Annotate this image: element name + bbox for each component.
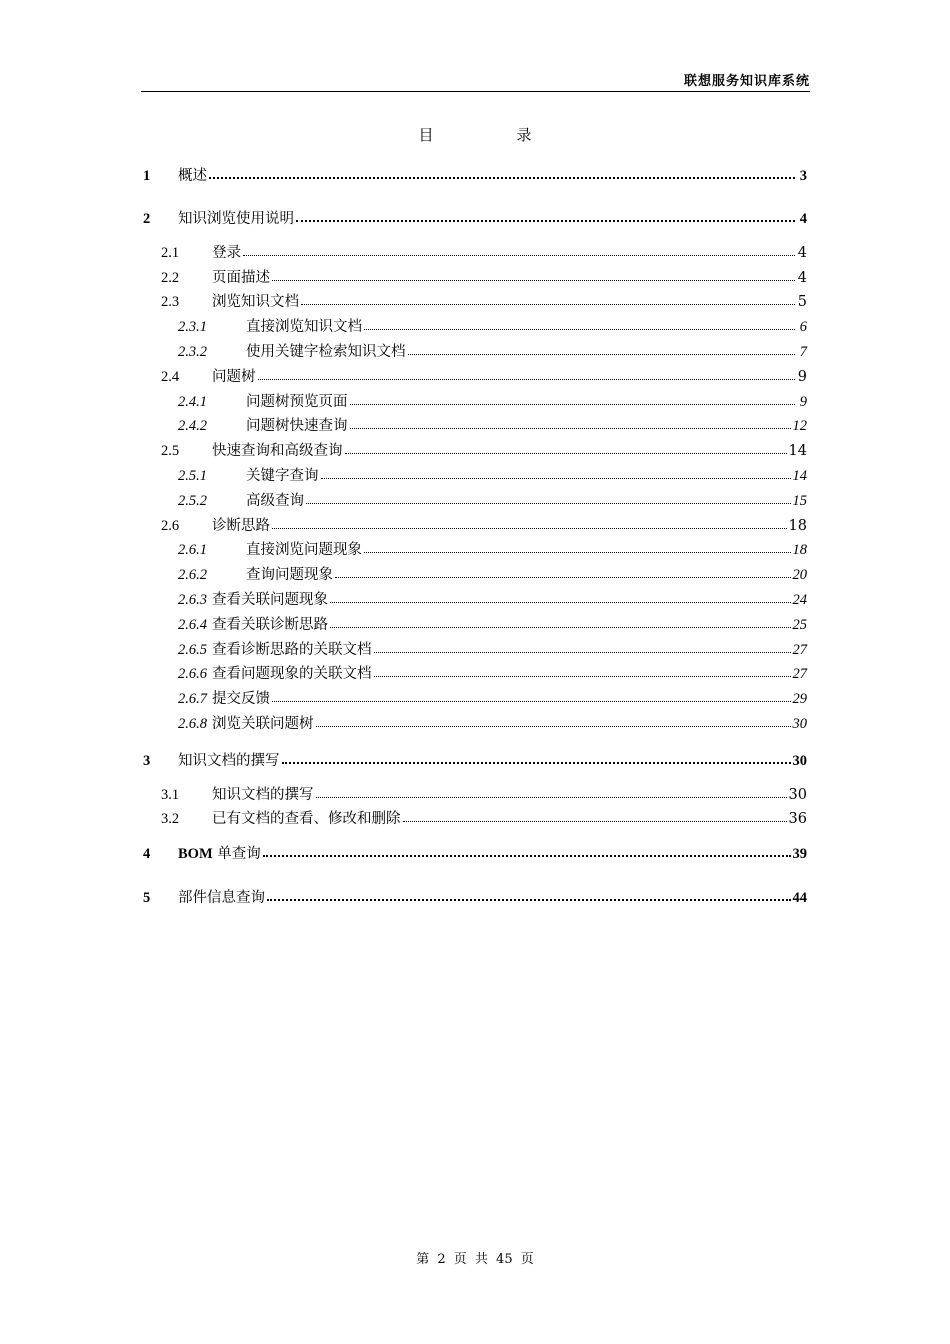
page-footer: 第 2 页 共 45 页 (416, 1252, 534, 1267)
toc-entry-page: 30 (792, 753, 807, 769)
toc-entry-page: 39 (792, 846, 807, 862)
toc-entry-number: 2.6.3 (178, 592, 207, 608)
toc-dot-leader (282, 761, 791, 764)
toc-entry-page: 29 (792, 691, 807, 707)
toc-entry-title: 诊断思路 (212, 518, 270, 534)
toc-entry-page: 4 (797, 270, 807, 286)
toc-entry-number: 1 (143, 168, 151, 184)
toc-dot-leader (243, 254, 795, 256)
toc-dot-leader (330, 626, 791, 628)
toc-entry-number: 2.6.6 (178, 666, 207, 682)
toc-dot-leader (272, 527, 787, 529)
toc-entry[interactable] (143, 390, 807, 410)
header-rule (141, 91, 810, 92)
toc-entry-title: 问题树快速查询 (246, 418, 348, 434)
toc-entry-number: 3.1 (161, 787, 180, 803)
toc-entry-title: 登录 (212, 245, 241, 261)
toc-entry-page: 14 (788, 443, 807, 459)
toc-entry-number: 2.6.4 (178, 617, 207, 633)
toc-dot-leader (374, 675, 791, 677)
toc-entry-page: 12 (792, 418, 807, 434)
toc-entry-title: 高级查询 (246, 493, 304, 509)
toc-entry-title: 查看关联问题现象 (212, 592, 328, 608)
toc-entry-number: 2.6.7 (178, 691, 207, 707)
toc-entry-title: 关键字查询 (246, 468, 319, 484)
toc-entry[interactable] (143, 414, 807, 434)
toc-dot-leader (374, 651, 791, 653)
toc-entry[interactable] (143, 712, 807, 732)
toc-entry[interactable] (143, 315, 807, 335)
toc-dot-leader (272, 700, 791, 702)
toc-entry[interactable] (143, 489, 807, 509)
toc-entry-title: 查看关联诊断思路 (212, 617, 328, 633)
toc-entry-number: 5 (143, 890, 151, 906)
toc-entry-number: 2.4.2 (178, 418, 207, 434)
toc-dot-leader (321, 477, 791, 479)
toc-entry-number: 4 (143, 846, 151, 862)
toc-entry-title: 问题树 (212, 369, 256, 385)
toc-entry[interactable] (143, 164, 807, 184)
toc-entry-page: 9 (797, 369, 807, 385)
toc-entry[interactable] (143, 266, 807, 286)
toc-dot-leader (258, 378, 796, 380)
toc-entry[interactable] (143, 749, 807, 769)
toc-dot-leader (272, 279, 795, 281)
toc-entry[interactable] (143, 207, 807, 227)
toc-dot-leader (335, 576, 791, 578)
toc-title: 目 录 (418, 126, 566, 144)
toc-entry-title: 快速查询和高级查询 (212, 443, 343, 459)
toc-entry-number: 2.6.1 (178, 542, 207, 558)
toc-entry-title: 概述 (178, 168, 207, 184)
toc-entry-page: 15 (792, 493, 807, 509)
toc-entry-title: 直接浏览问题现象 (246, 542, 362, 558)
toc-entry-title: 直接浏览知识文档 (246, 319, 362, 335)
toc-entry[interactable] (143, 538, 807, 558)
toc-entry-title: 知识文档的撰写 (212, 787, 314, 803)
toc-entry[interactable] (143, 886, 807, 906)
toc-dot-leader (330, 601, 791, 603)
toc-entry-number: 2 (143, 211, 151, 227)
toc-entry-page: 18 (792, 542, 807, 558)
toc-entry-number: 2.6 (161, 518, 180, 534)
toc-entry-page: 9 (799, 394, 807, 410)
toc-dot-leader (209, 176, 795, 179)
toc-entry-number: 2.3 (161, 294, 180, 310)
toc-entry-page: 4 (799, 211, 807, 227)
toc-entry-page: 44 (792, 890, 807, 906)
toc-dot-leader (403, 820, 787, 822)
toc-entry-title: 知识浏览使用说明 (178, 211, 294, 227)
toc-entry-page: 7 (799, 344, 807, 360)
toc-entry-number: 2.3.1 (178, 319, 207, 335)
toc-dot-leader (263, 854, 791, 857)
toc-entry-page: 18 (788, 518, 807, 534)
toc-entry[interactable] (143, 638, 807, 658)
toc-entry-title: 查看诊断思路的关联文档 (212, 642, 372, 658)
toc-entry-title: 浏览知识文档 (212, 294, 299, 310)
toc-entry[interactable] (143, 365, 807, 385)
toc-entry-number: 2.6.8 (178, 716, 207, 732)
toc-entry[interactable] (143, 464, 807, 484)
toc-entry-page: 14 (792, 468, 807, 484)
toc-entry-number: 2.4 (161, 369, 180, 385)
toc-entry-title: 已有文档的查看、修改和删除 (212, 811, 401, 827)
toc-entry-page: 25 (792, 617, 807, 633)
toc-entry[interactable] (143, 613, 807, 633)
toc-dot-leader (408, 353, 796, 355)
toc-entry[interactable] (143, 687, 807, 707)
toc-entry-title: 查询问题现象 (246, 567, 333, 583)
toc-entry-number: 2.3.2 (178, 344, 207, 360)
toc-entry-title: BOM 单查询 (178, 846, 261, 862)
toc-dot-leader (267, 898, 791, 901)
toc-entry-number: 2.4.1 (178, 394, 207, 410)
toc-entry[interactable] (143, 290, 807, 310)
toc-dot-leader (364, 328, 795, 330)
toc-entry[interactable] (143, 340, 807, 360)
toc-entry-page: 27 (792, 666, 807, 682)
toc-dot-leader (364, 551, 791, 553)
toc-entry-title: 查看问题现象的关联文档 (212, 666, 372, 682)
toc-entry-page: 3 (799, 168, 807, 184)
toc-entry-number: 2.5.1 (178, 468, 207, 484)
toc-dot-leader (350, 427, 791, 429)
running-header: 联想服务知识库系统 (683, 74, 810, 89)
toc-dot-leader (316, 796, 787, 798)
toc-entry-title: 问题树预览页面 (246, 394, 348, 410)
toc-entry[interactable] (143, 842, 807, 862)
toc-entry-page: 6 (799, 319, 807, 335)
toc-entry-page: 20 (792, 567, 807, 583)
toc-entry-page: 30 (788, 787, 807, 803)
toc-entry[interactable] (143, 588, 807, 608)
toc-entry-page: 4 (797, 245, 807, 261)
toc-entry-number: 2.6.2 (178, 567, 207, 583)
toc-dot-leader (296, 219, 795, 222)
toc-entry[interactable] (143, 514, 807, 534)
toc-dot-leader (350, 403, 796, 405)
toc-entry-title: 提交反馈 (212, 691, 270, 707)
toc-entry[interactable] (143, 662, 807, 682)
toc-entry-title: 知识文档的撰写 (178, 753, 280, 769)
toc-entry-number: 2.2 (161, 270, 180, 286)
toc-entry-number: 3 (143, 753, 151, 769)
toc-entry[interactable] (143, 807, 807, 827)
toc-dot-leader (306, 502, 791, 504)
toc-entry[interactable] (143, 241, 807, 261)
toc-entry-page: 27 (792, 642, 807, 658)
toc-entry-number: 2.5 (161, 443, 180, 459)
toc-entry-page: 5 (797, 294, 807, 310)
toc-entry-number: 2.6.5 (178, 642, 207, 658)
toc-entry[interactable] (143, 563, 807, 583)
toc-entry-number: 2.5.2 (178, 493, 207, 509)
toc-entry-page: 36 (788, 811, 807, 827)
toc-entry-number: 2.1 (161, 245, 180, 261)
toc-entry-title: 浏览关联问题树 (212, 716, 314, 732)
toc-entry-number: 3.2 (161, 811, 180, 827)
toc-entry-title: 部件信息查询 (178, 890, 265, 906)
toc-entry-title: 页面描述 (212, 270, 270, 286)
toc-entry[interactable] (143, 783, 807, 803)
toc-entry-title: 使用关键字检索知识文档 (246, 344, 406, 360)
toc-dot-leader (345, 452, 787, 454)
toc-entry-page: 30 (792, 716, 807, 732)
toc-entry-page: 24 (792, 592, 807, 608)
toc-dot-leader (316, 725, 791, 727)
toc-entry[interactable] (143, 439, 807, 459)
toc-dot-leader (301, 303, 795, 305)
